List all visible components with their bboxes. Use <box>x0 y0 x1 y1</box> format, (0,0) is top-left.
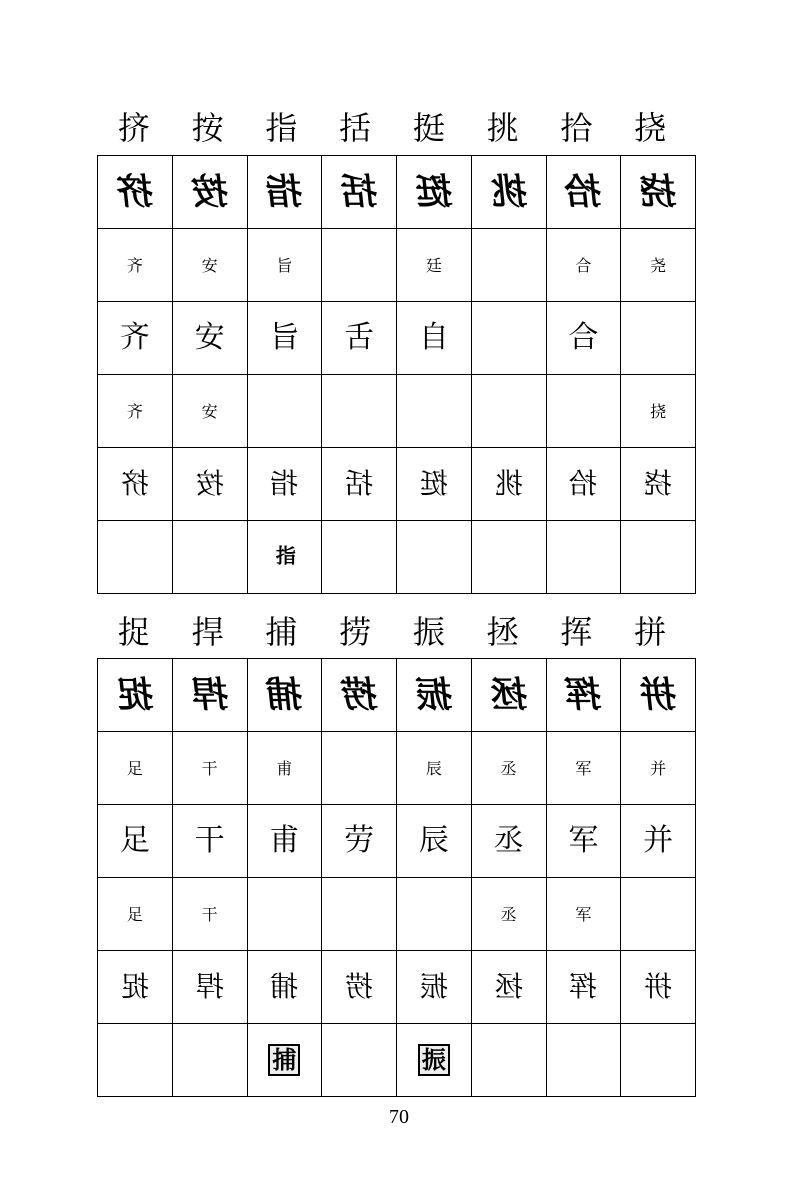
glyph-cell <box>98 878 173 951</box>
ancient-glyph: 并 <box>643 823 674 858</box>
glyph-cell <box>546 229 621 302</box>
glyph-cell <box>322 1024 397 1097</box>
glyph-cell <box>172 229 247 302</box>
glyph-cell <box>172 521 247 594</box>
glyph-cell <box>247 156 322 229</box>
glyph-cell <box>172 302 247 375</box>
glyph-cell <box>247 448 322 521</box>
glyph-cell <box>397 878 472 951</box>
ancient-glyph: 并 <box>650 758 667 778</box>
ancient-glyph: 拯 <box>494 970 523 1003</box>
ancient-glyph: 拼 <box>644 970 673 1003</box>
glyph-cell <box>397 302 472 375</box>
glyph-cell <box>172 732 247 805</box>
glyph-row <box>98 878 696 951</box>
glyph-table <box>97 658 696 1097</box>
glyph-cell <box>546 659 621 732</box>
glyph-cell <box>247 375 322 448</box>
header-char: 拾 <box>560 109 593 147</box>
ancient-glyph: 甫 <box>276 758 293 778</box>
glyph-cell <box>247 302 322 375</box>
ancient-glyph: 挑 <box>494 467 523 500</box>
glyph-cell <box>247 521 322 594</box>
glyph-cell <box>471 521 546 594</box>
glyph-cell <box>98 521 173 594</box>
header-char: 挺 <box>412 109 445 147</box>
glyph-cell <box>471 448 546 521</box>
glyph-cell <box>247 1024 322 1097</box>
ancient-glyph: 括 <box>338 171 380 213</box>
ancient-glyph: 军 <box>575 904 592 924</box>
header-char: 拼 <box>634 613 667 651</box>
glyph-row <box>98 302 696 375</box>
header-char: 挑 <box>486 109 519 147</box>
glyph-row <box>98 156 696 229</box>
glyph-cell <box>98 448 173 521</box>
ancient-glyph: 挥 <box>563 674 604 716</box>
ancient-glyph: 捞 <box>345 970 374 1003</box>
ancient-glyph: 挑 <box>488 171 529 213</box>
glyph-cell <box>98 1024 173 1097</box>
ancient-glyph: 拾 <box>569 467 598 500</box>
glyph-cell <box>621 521 696 594</box>
ancient-glyph: 齐 <box>126 255 143 275</box>
ancient-glyph: 拼 <box>637 674 679 716</box>
glyph-cell <box>98 375 173 448</box>
glyph-cell <box>397 805 472 878</box>
ancient-glyph: 足 <box>126 758 143 778</box>
header-char: 捍 <box>191 613 224 651</box>
ancient-glyph: 捉 <box>120 970 149 1003</box>
ancient-glyph: 安 <box>201 401 218 421</box>
glyph-cell <box>247 732 322 805</box>
ancient-glyph: 干 <box>201 904 218 924</box>
glyph-cell <box>546 448 621 521</box>
glyph-cell <box>546 805 621 878</box>
ancient-glyph: 挺 <box>413 171 455 213</box>
glyph-cell <box>172 448 247 521</box>
header-char: 拯 <box>486 613 519 651</box>
glyph-cell <box>546 302 621 375</box>
glyph-cell <box>247 229 322 302</box>
glyph-cell <box>172 951 247 1024</box>
glyph-row <box>98 1024 696 1097</box>
glyph-cell <box>397 375 472 448</box>
ancient-glyph: 安 <box>194 320 225 355</box>
glyph-cell <box>172 1024 247 1097</box>
ancient-glyph: 振 <box>419 970 448 1003</box>
glyph-cell <box>322 521 397 594</box>
glyph-cell <box>397 732 472 805</box>
glyph-cell <box>471 805 546 878</box>
ancient-glyph: 按 <box>189 171 230 213</box>
header-char: 挥 <box>560 613 593 651</box>
ancient-glyph: 捍 <box>195 970 224 1003</box>
glyph-cell <box>621 156 696 229</box>
ancient-glyph: 军 <box>575 758 592 778</box>
ancient-glyph: 合 <box>568 320 599 355</box>
glyph-cell <box>621 448 696 521</box>
glyph-cell <box>621 878 696 951</box>
glyph-row <box>98 229 696 302</box>
ancient-glyph: 干 <box>194 823 225 858</box>
glyph-cell <box>546 521 621 594</box>
glyph-cell <box>397 156 472 229</box>
ancient-glyph: 舌 <box>344 320 375 355</box>
ancient-glyph: 振 <box>413 674 455 716</box>
glyph-cell <box>322 951 397 1024</box>
glyph-cell <box>397 521 472 594</box>
header-char: 指 <box>265 109 298 147</box>
glyph-cell <box>247 951 322 1024</box>
ancient-glyph: 干 <box>201 758 218 778</box>
glyph-cell <box>471 229 546 302</box>
ancient-glyph: 安 <box>201 255 218 275</box>
ancient-glyph: 丞 <box>500 904 517 924</box>
ancient-glyph: 指 <box>272 544 297 566</box>
ancient-glyph: 丞 <box>493 823 524 858</box>
glyph-row <box>98 521 696 594</box>
glyph-cell <box>397 659 472 732</box>
glyph-cell <box>322 229 397 302</box>
glyph-cell <box>546 375 621 448</box>
ancient-glyph: 捕 <box>264 674 305 716</box>
glyph-cell <box>98 156 173 229</box>
glyph-cell <box>471 951 546 1024</box>
header-char: 括 <box>339 109 372 147</box>
glyph-cell <box>621 805 696 878</box>
ancient-glyph: 拯 <box>488 674 529 716</box>
ancient-glyph: 齐 <box>126 401 143 421</box>
ancient-glyph: 自 <box>418 320 449 355</box>
glyph-cell <box>621 229 696 302</box>
glyph-cell <box>322 659 397 732</box>
ancient-glyph: 旨 <box>269 320 300 355</box>
ancient-glyph: 足 <box>126 904 143 924</box>
glyph-row <box>98 448 696 521</box>
glyph-cell <box>98 732 173 805</box>
glyph-cell <box>621 659 696 732</box>
page-number: 70 <box>389 1106 409 1128</box>
ancient-glyph: 括 <box>345 467 374 500</box>
header-char: 捉 <box>117 613 150 651</box>
ancient-glyph: 挠 <box>650 401 667 421</box>
glyph-cell <box>98 805 173 878</box>
ancient-glyph: 旨 <box>276 255 293 275</box>
glyph-cell <box>172 156 247 229</box>
ancient-glyph: 指 <box>270 467 299 500</box>
ancient-glyph: 辰 <box>418 823 449 858</box>
glyph-cell <box>172 805 247 878</box>
glyph-cell <box>471 659 546 732</box>
glyph-cell <box>471 1024 546 1097</box>
ancient-glyph: 合 <box>575 255 592 275</box>
glyph-cell <box>98 951 173 1024</box>
ancient-glyph: 捕 <box>270 970 299 1003</box>
ancient-glyph: 按 <box>195 467 224 500</box>
glyph-cell <box>621 1024 696 1097</box>
header-char: 挠 <box>634 109 667 147</box>
glyph-row <box>98 951 696 1024</box>
ancient-glyph: 劳 <box>344 823 375 858</box>
ancient-glyph: 足 <box>119 823 150 858</box>
ancient-glyph: 振 <box>418 1044 450 1076</box>
ancient-glyph: 丞 <box>500 758 517 778</box>
glyph-cell <box>471 156 546 229</box>
ancient-glyph: 挠 <box>644 467 673 500</box>
ancient-glyph: 军 <box>568 823 599 858</box>
header-char: 捕 <box>265 613 298 651</box>
glyph-cell <box>172 659 247 732</box>
header-row <box>97 612 687 652</box>
ancient-glyph: 拾 <box>563 171 604 213</box>
glyph-cell <box>247 805 322 878</box>
ancient-glyph: 捞 <box>338 674 380 716</box>
ancient-glyph: 挤 <box>114 171 156 213</box>
header-row <box>97 108 687 148</box>
glyph-cell <box>322 156 397 229</box>
header-char: 振 <box>412 613 445 651</box>
glyph-cell <box>546 1024 621 1097</box>
glyph-row <box>98 805 696 878</box>
glyph-cell <box>322 448 397 521</box>
glyph-cell <box>397 229 472 302</box>
glyph-table <box>97 155 696 594</box>
ancient-glyph: 捉 <box>114 674 156 716</box>
glyph-cell <box>471 375 546 448</box>
glyph-cell <box>621 375 696 448</box>
glyph-cell <box>546 156 621 229</box>
ancient-glyph: 挤 <box>120 467 149 500</box>
glyph-cell <box>621 951 696 1024</box>
ancient-glyph: 廷 <box>425 255 442 275</box>
glyph-cell <box>322 732 397 805</box>
glyph-cell <box>621 732 696 805</box>
glyph-cell <box>322 805 397 878</box>
ancient-glyph: 挠 <box>637 171 679 213</box>
glyph-cell <box>98 229 173 302</box>
glyph-cell <box>546 732 621 805</box>
glyph-cell <box>471 302 546 375</box>
glyph-row <box>98 375 696 448</box>
ancient-glyph: 挺 <box>419 467 448 500</box>
glyph-cell <box>98 659 173 732</box>
glyph-cell <box>172 878 247 951</box>
glyph-cell <box>546 878 621 951</box>
glyph-cell <box>247 659 322 732</box>
header-char: 挤 <box>117 109 150 147</box>
glyph-cell <box>172 375 247 448</box>
ancient-glyph: 挥 <box>569 970 598 1003</box>
glyph-cell <box>397 1024 472 1097</box>
glyph-cell <box>397 448 472 521</box>
glyph-cell <box>247 878 322 951</box>
header-char: 按 <box>191 109 224 147</box>
glyph-row <box>98 659 696 732</box>
header-char: 捞 <box>339 613 372 651</box>
glyph-cell <box>471 732 546 805</box>
glyph-cell <box>397 951 472 1024</box>
ancient-glyph: 捕 <box>268 1044 300 1076</box>
glyph-cell <box>322 878 397 951</box>
ancient-glyph: 指 <box>264 171 305 213</box>
ancient-glyph: 甫 <box>269 823 300 858</box>
ancient-glyph: 辰 <box>425 758 442 778</box>
glyph-cell <box>98 302 173 375</box>
glyph-cell <box>322 302 397 375</box>
glyph-cell <box>546 951 621 1024</box>
glyph-row <box>98 732 696 805</box>
glyph-cell <box>322 375 397 448</box>
glyph-cell <box>621 302 696 375</box>
glyph-cell <box>471 878 546 951</box>
ancient-glyph: 尧 <box>650 255 667 275</box>
ancient-glyph: 齐 <box>119 320 150 355</box>
ancient-glyph: 捍 <box>189 674 230 716</box>
